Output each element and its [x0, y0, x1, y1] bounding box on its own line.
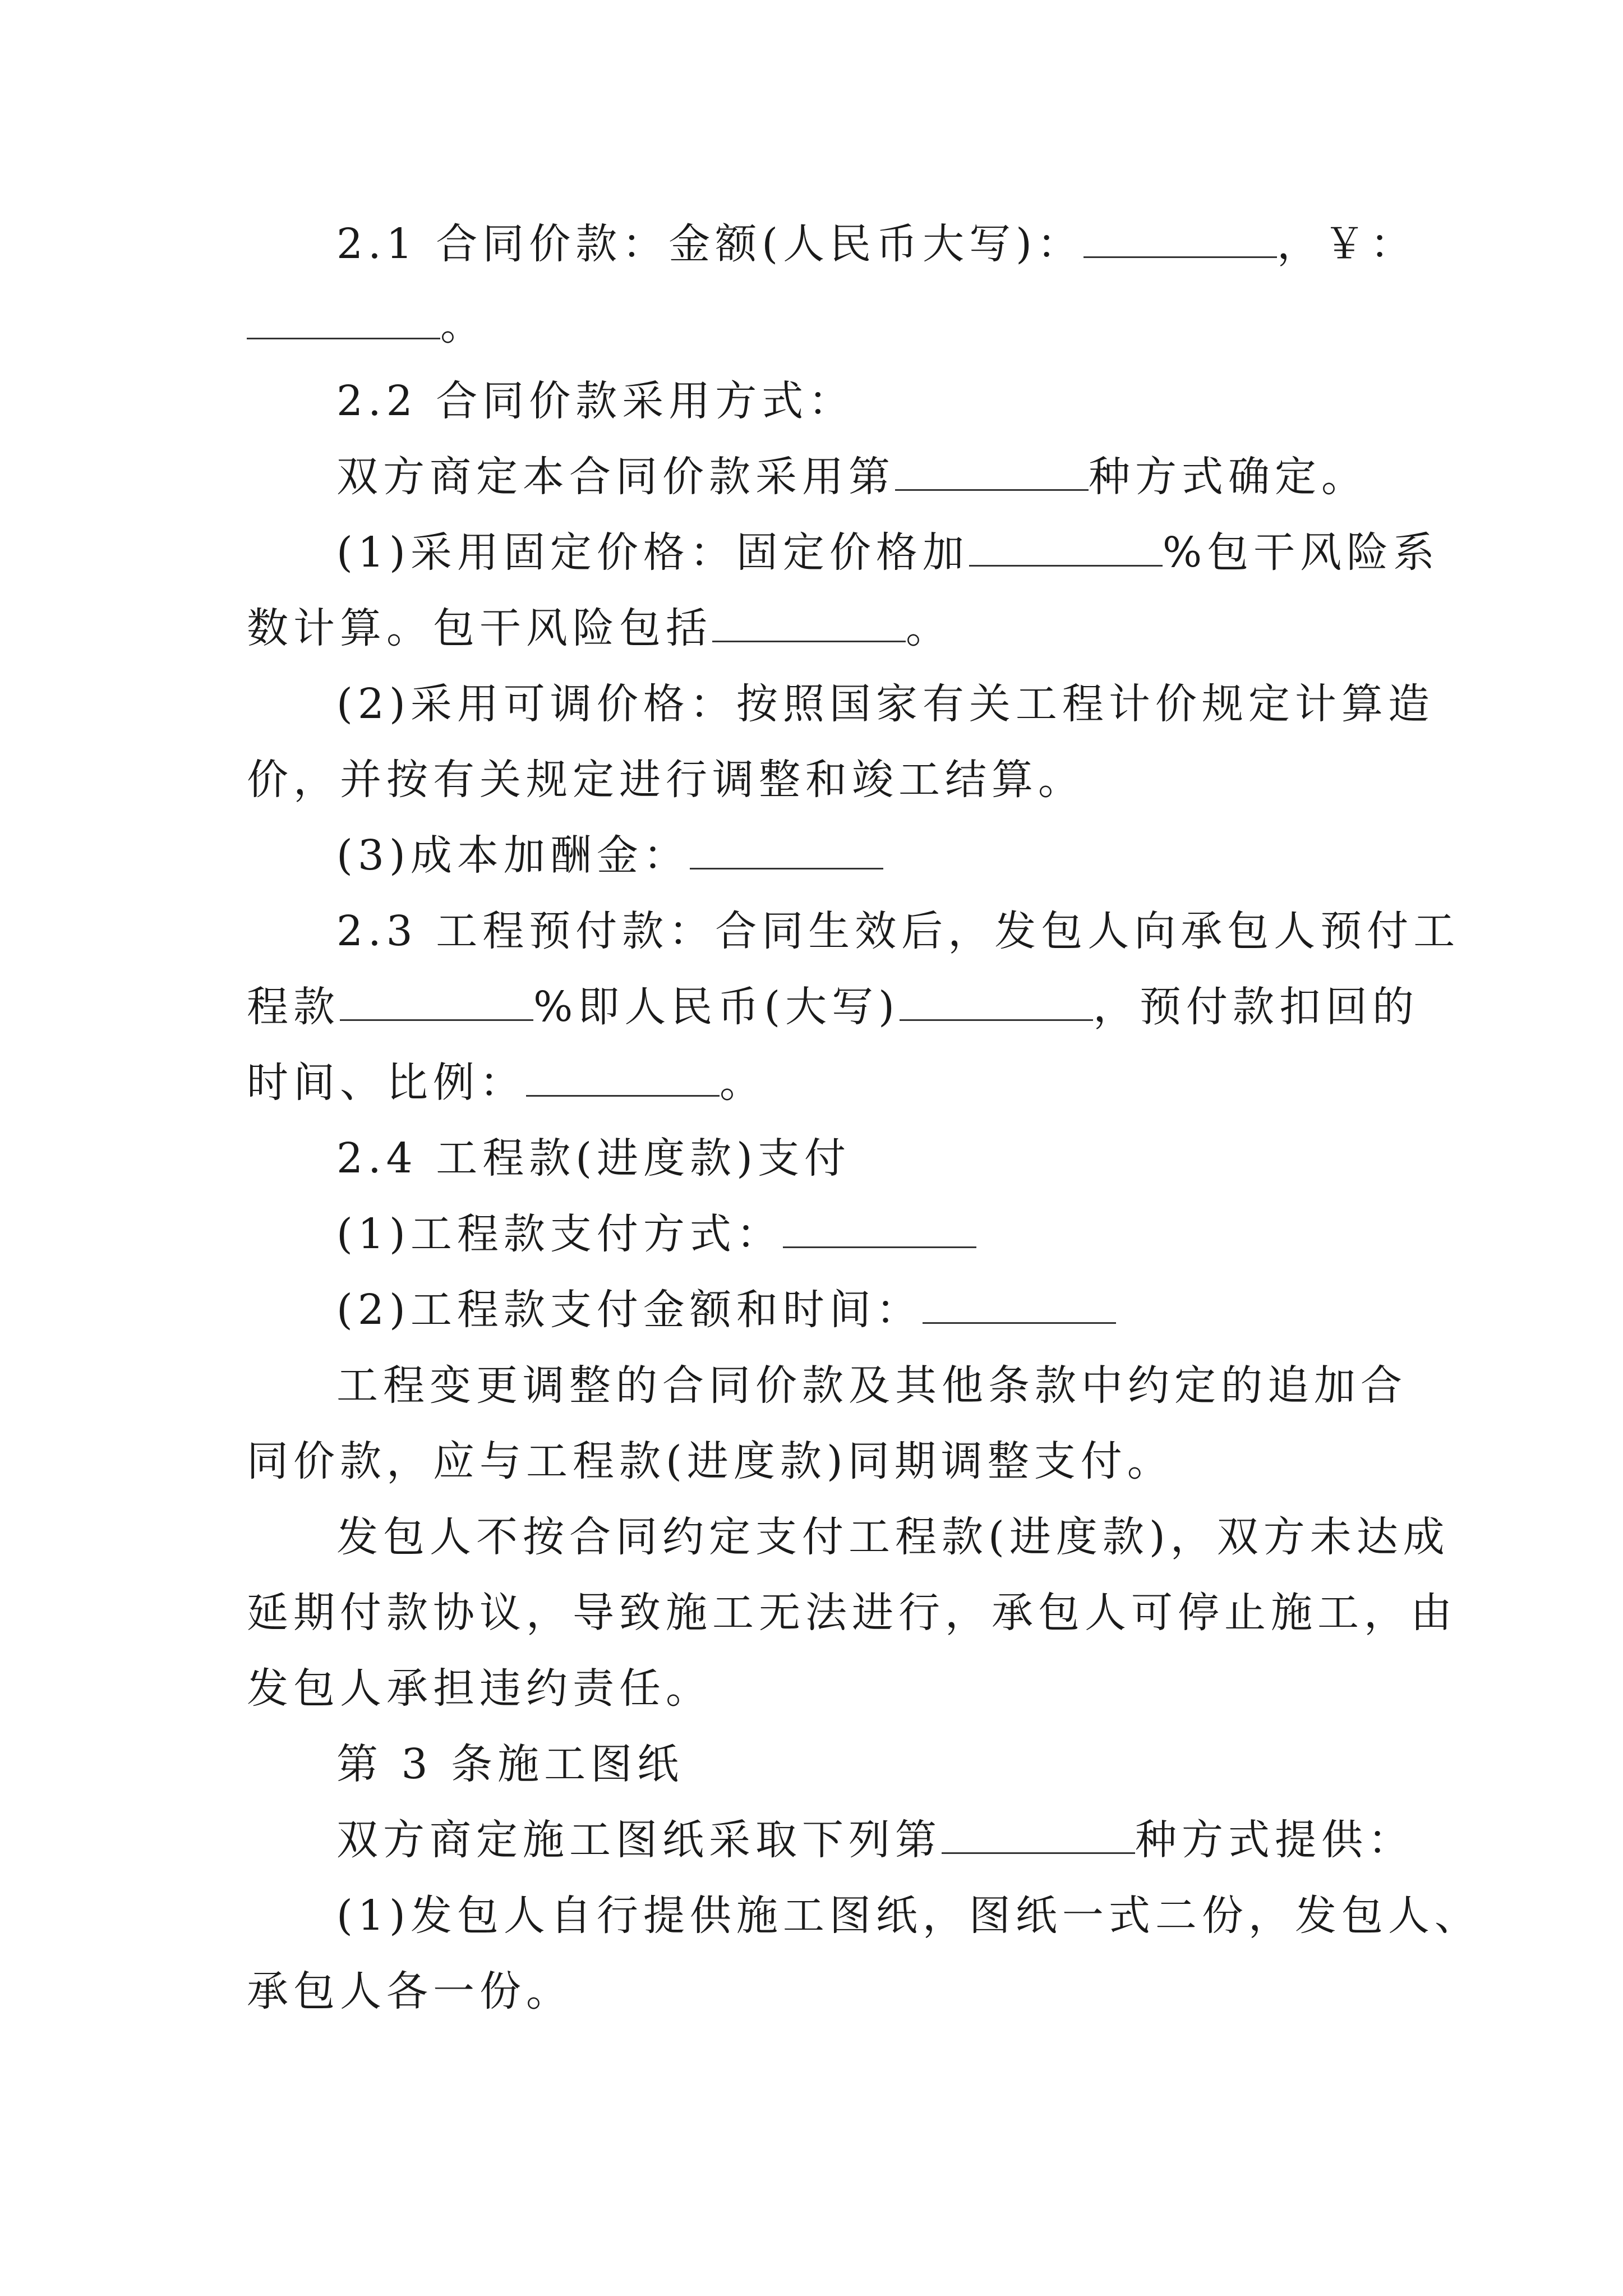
fixed-price-suffix: %包干风险系 [1162, 528, 1440, 577]
payment-amount-line [336, 1282, 1116, 1338]
advance-rmb-text: %即人民币(大写) [533, 983, 900, 1031]
clause-2-1-text: 2.1 合同价款：金额(人民币大写)： [336, 220, 1083, 268]
drawing-option-1-line-2 [247, 1963, 573, 2019]
contract-amount-figure-blank[interactable] [247, 304, 440, 339]
price-method-suffix: 种方式确定。 [1089, 453, 1368, 501]
payment-amount-blank[interactable] [923, 1289, 1116, 1324]
fixed-price-text: (1)采用固定价格：固定价格加 [336, 528, 969, 577]
default-text-2: 延期付款协议，导致施工无法进行，承包人可停止施工，由 [247, 1589, 1457, 1637]
default-line-2 [247, 1585, 1457, 1641]
adjustable-price-text-2: 价，并按有关规定进行调整和竣工结算。 [247, 756, 1085, 804]
price-method-line [336, 449, 1368, 505]
price-method-text: 双方商定本合同价款采用第 [336, 453, 895, 501]
clause-2-3-text: 2.3 工程预付款：合同生效后，发包人向承包人预付工 [336, 907, 1460, 955]
price-method-blank[interactable] [895, 455, 1089, 491]
payment-method-text: (1)工程款支付方式： [336, 1210, 783, 1258]
payment-method-line [336, 1206, 976, 1262]
clause-2-3-line [336, 903, 1460, 959]
adjustable-price-line [336, 676, 1435, 732]
drawing-method-blank[interactable] [942, 1819, 1135, 1854]
cost-plus-blank[interactable] [690, 834, 883, 869]
contract-amount-words-blank[interactable] [1083, 223, 1277, 258]
drawing-method-line [336, 1812, 1414, 1868]
clause-2-1-end: 。 [440, 301, 487, 349]
clause-2-1-line [336, 216, 1417, 272]
clause-2-1-currency: ，￥： [1276, 220, 1417, 268]
advance-deduct-text: ，预付款扣回的 [1093, 983, 1419, 1031]
change-adjust-line [336, 1358, 1407, 1414]
risk-coefficient-blank[interactable] [969, 531, 1163, 567]
adjustable-price-text: (2)采用可调价格：按照国家有关工程计价规定计算造 [336, 680, 1435, 728]
default-line-3 [247, 1660, 712, 1717]
change-adjust-text-2: 同价款，应与工程款(进度款)同期调整支付。 [247, 1437, 1174, 1485]
advance-percent-blank[interactable] [340, 986, 533, 1021]
cost-plus-line [336, 827, 883, 884]
drawing-option-1-text-2: 承包人各一份。 [247, 1967, 573, 2016]
drawing-option-1-line [336, 1888, 1481, 1944]
fixed-price-line-2 [247, 600, 952, 656]
article-3-text: 第 3 条施工图纸 [336, 1740, 684, 1788]
payment-method-blank[interactable] [783, 1213, 976, 1248]
drawing-option-1-text: (1)发包人自行提供施工图纸，图纸一式二份，发包人、 [336, 1892, 1481, 1940]
risk-scope-end: 。 [906, 604, 952, 652]
risk-scope-text: 数计算。包干风险包括 [247, 604, 712, 652]
drawing-method-text: 双方商定施工图纸采取下列第 [336, 1816, 942, 1864]
clause-2-4-heading [336, 1130, 851, 1186]
article-3-heading [336, 1736, 684, 1792]
clause-2-2-heading [336, 373, 855, 429]
risk-scope-blank[interactable] [712, 607, 906, 642]
deduct-ratio-text: 时间、比例： [247, 1059, 526, 1107]
default-text: 发包人不按合同约定支付工程款(进度款)，双方未达成 [336, 1513, 1450, 1561]
payment-amount-text: (2)工程款支付金额和时间： [336, 1286, 923, 1334]
default-line [336, 1509, 1450, 1565]
clause-2-1-line-2 [247, 297, 487, 353]
change-adjust-line-2 [247, 1433, 1174, 1489]
clause-2-2-text: 2.2 合同价款采用方式： [336, 377, 855, 425]
deduct-ratio-blank[interactable] [526, 1061, 720, 1097]
drawing-method-suffix: 种方式提供： [1135, 1816, 1414, 1864]
deduct-ratio-end: 。 [720, 1059, 766, 1107]
clause-2-4-text: 2.4 工程款(进度款)支付 [336, 1134, 851, 1182]
adjustable-price-line-2 [247, 752, 1085, 808]
fixed-price-line [336, 524, 1440, 581]
change-adjust-text: 工程变更调整的合同价款及其他条款中约定的追加合 [336, 1361, 1407, 1410]
advance-amount-blank[interactable] [900, 986, 1093, 1021]
advance-text: 程款 [247, 983, 340, 1031]
cost-plus-text: (3)成本加酬金： [336, 831, 690, 880]
clause-2-3-line-3 [247, 1055, 766, 1111]
default-text-3: 发包人承担违约责任。 [247, 1664, 712, 1713]
clause-2-3-line-2 [247, 979, 1419, 1035]
